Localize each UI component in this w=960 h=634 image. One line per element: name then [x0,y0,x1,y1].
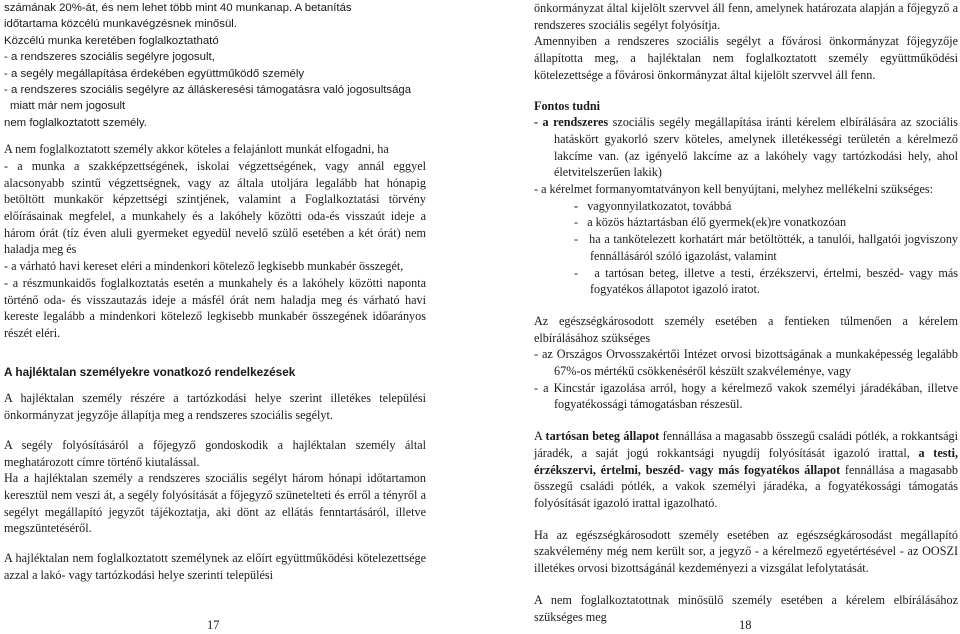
paragraph: Amennyiben a rendszeres szociális segélyt a fővárosi önkormányzat főjegyzője állapította meg, a hajléktalan nem foglalkoztatott személy együttműködési kötelezettsége a fővárosi önkormányzat által kijelölt szervvel áll fenn. [534,34,958,82]
page-17-column [4,0,426,583]
text-line: nem foglalkoztatott személy. [4,116,147,129]
text-line: Közcélú munka keretében foglalkoztatható [4,34,219,47]
page-number-left: 17 [207,618,220,632]
list-item: - a Kincstár igazolása arról, hogy a kérelmező vakok személyi járadékában, illetve fogyatékossági támogatásban részesül. [534,380,958,412]
section-heading: Fontos tudni [534,98,601,113]
list-item [534,114,958,181]
text-line: - a rendszeres szociális segélyre az álláskeresési támogatásra való jogosultsága [4,84,412,97]
sub-list-text: a tartósan beteg, illetve a testi, érzékszervi, értelmi, beszéd- vagy más fogyatékos állapotot igazoló iratot. [590,265,958,297]
bold-text: tartósan beteg állapot [545,429,660,444]
paragraph [534,428,958,512]
sub-list-text: vagyonnyilatkozatot, továbbá [587,198,732,213]
paragraph: Az egészségkárosodott személy esetében a fentieken túlmenően a kérelem elbírálásához szükséges [534,313,958,345]
dash-marker: - [534,115,539,130]
text-run: fennállása a magasabb összegű családi pótlék, a rokkantsági járadék, a saját jogú rokkantsági nyugdíj folyósítását igazoló irattal, [534,429,959,460]
text-run: A [534,429,546,444]
text-line: - a segély megállapítása érdekében együttműködő személy [4,67,305,80]
dash-marker: - [574,215,579,230]
paragraph: önkormányzat által kijelölt szervvel áll fenn, amelynek határozata alapján a főjegyző a rendszeres szociális segélyt folyósítja. [534,1,958,32]
list-item: - a munka a szakképzettségének, iskolai végzettségének, vagy annál eggyel alacsonyabb szintű végzettségnek, vagy az általa utoljára legalább hat hónapig betöltött munkakör képzettségi szintjének, valamint a Foglalkoztatási törvény előírásainak megfelel, a munkahely és a lakóhely közötti oda-és visszaút ideje a három órát (tíz éven aluli gyermeket egyedül nevelő szülő esetében a két órát) nem haladja meg és [4,158,426,257]
paragraph: Ha az egészségkárosodott személy esetében az egészségkárosodást megállapító szakvélemény még nem került sor, a jegyző - a kérelmező egyetértésével - az OOSZI illetékes orvosi bizottságánál kezdeményezi a vizsgálat lefolytatását. [534,527,958,576]
list-item: - a részmunkaidős foglalkoztatás esetén a munkahely és a lakóhely közötti naponta történő oda- és visszautazás ideje a másfél órát nem haladja meg és várható havi kereste legalább a mindenkori kötelező legkisebb munkabér összegének időarányos részét eléri. [4,275,426,340]
list-item: - a várható havi kereset eléri a mindenkori kötelező legkisebb munkabér összegét, [4,259,404,274]
text-line: számának 20%-át, és nem lehet több mint 40 munkanap. A betanítás [4,2,352,14]
paragraph: A nem foglalkoztatott személy akkor köteles a felajánlott munkát elfogadni, ha [4,142,389,157]
sub-list-item [554,265,958,298]
dash-marker: - [574,265,579,280]
employment-conditions [4,141,426,341]
list-item: - a kérelmet formanyomtatványon kell benyújtani, melyhez mellékelni szükséges: [534,182,934,197]
sub-list-text: a közös háztartásban élő gyermek(ek)re vonatkozóan [587,215,847,230]
intro-block [4,0,426,131]
text-line: - a rendszeres szociális segélyre jogosult, [4,51,215,64]
text-run: fennállása a magasabb összegű családi pótlék, a vakok személyi járadéka, a fogyatékossági támogatás folyósítását igazoló irattal igazolható. [534,462,959,510]
page-number-right: 18 [739,618,752,632]
paragraph: Ha a hajléktalan személy a rendszeres szociális segélyt három hónapi időtartamon keresztül nem veszi át, a segély folyósítását a főjegyző szünetelteti és erről a tényről a segélyt megállapító jegyzőt tájékoztatja, aki dönt az ellátás fenntartásáról, illetve megszüntetéséről. [4,471,426,536]
sub-list-text: ha a tankötelezett korhatárt már betöltötték, a tanulói, hallgatói jogviszony fennállásáról szóló igazolást, valamint [589,232,959,263]
paragraph: A nem foglalkoztatottnak minősülő személy esetében a kérelem elbírálásához szükséges meg [534,592,958,624]
paragraph: A hajléktalan személy részére a tartózkodási helye szerint illetékes települési önkormányzat jegyzője állapítja meg a rendszeres szociális segélyt. [4,391,426,423]
text-line: miatt már nem jogosult [10,100,126,113]
sub-list-item [554,231,958,264]
sub-list-item [554,214,958,231]
list-item: - az Országos Orvosszakértői Intézet orvosi bizottságának a munkaképesség legalább 67%-os mértékű csökkenéséről készült szakvéleménye, vagy [534,347,958,379]
bold-text: a rendszeres [542,115,609,130]
required-documents-list [534,198,958,298]
bold-text: a testi, érzékszervi, értelmi, beszéd- vagy más fogyatékos állapot [534,445,959,477]
dash-marker: - [574,198,579,213]
list-text: szociális segély megállapítása iránti kérelem elbírálására az szociális hatáskört gyakorló szerv köteles, amelynek illetékességi területén a kérelmező lakcíme van. (az igényelő lakcíme az a lakóhely vagy tartózkodási hely, ahol életvitelszerűen lakik) [554,115,959,180]
paragraph: A segély folyósításáról a főjegyző gondoskodik a hajléktalan személy által meghatározott címre történő kiutalással. [4,437,426,469]
dash-marker: - [574,232,579,247]
page-18-column [534,0,958,625]
text-line: időtartama közcélú munkavégzésnek minősül. [4,18,237,31]
paragraph: A hajléktalan nem foglalkoztatott személynek az előírt együttműködési kötelezettsége azzal a lakó- vagy tartózkodási helye szerinti települési [4,551,426,582]
section-heading: A hajléktalan személyekre vonatkozó rendelkezések [4,364,296,379]
sub-list-item [554,198,958,215]
